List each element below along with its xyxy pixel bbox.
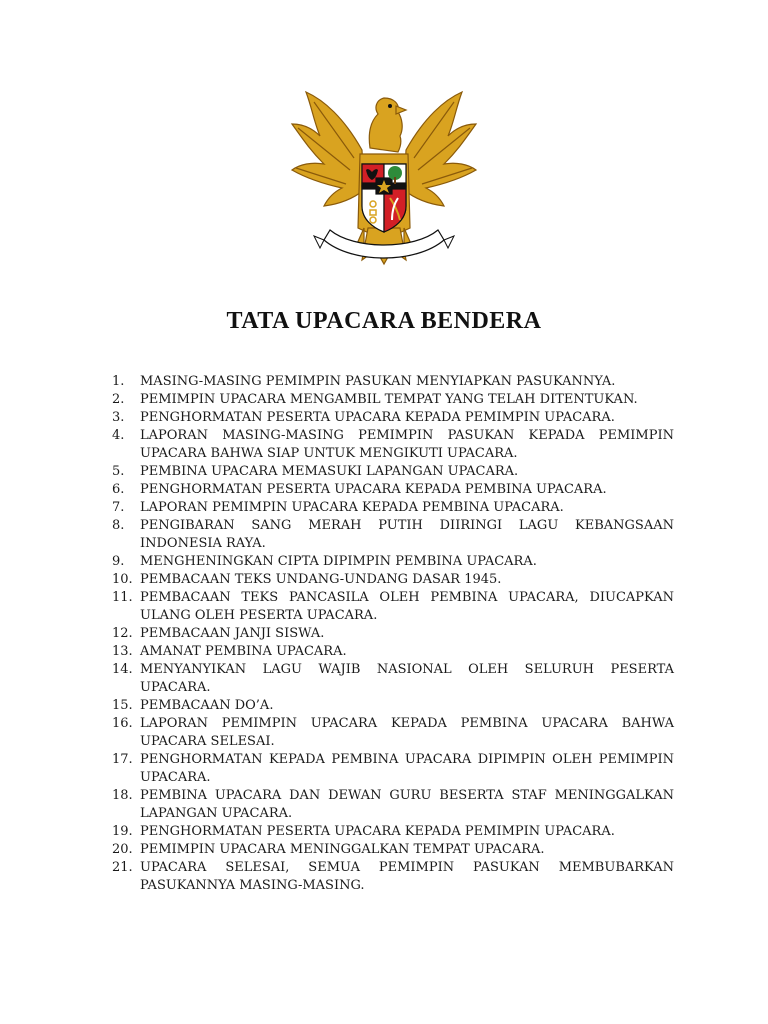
document-title: TATA UPACARA BENDERA xyxy=(226,308,542,334)
list-item xyxy=(112,427,674,463)
list-item xyxy=(112,571,674,589)
item-number: 21. xyxy=(112,860,133,875)
item-text: UPACARA SELESAI, SEMUA PEMIMPIN PASUKAN MEMBUBARKAN PASUKANNYA MASING-MASING. xyxy=(140,860,674,893)
item-number: 10. xyxy=(112,572,133,587)
item-text: PENGIBARAN SANG MERAH PUTIH DIIRINGI LAGU KEBANGSAAN INDONESIA RAYA. xyxy=(140,518,674,551)
item-text: LAPORAN PEMIMPIN UPACARA KEPADA PEMBINA UPACARA. xyxy=(140,500,564,515)
item-number: 18. xyxy=(112,788,133,803)
item-number: 16. xyxy=(112,716,133,731)
item-number: 14. xyxy=(112,662,133,677)
item-number: 4. xyxy=(112,428,125,443)
list-item xyxy=(112,697,674,715)
list-item xyxy=(112,517,674,553)
item-number: 1. xyxy=(112,374,125,389)
list-item xyxy=(112,823,674,841)
list-item xyxy=(112,463,674,481)
item-text: PEMBINA UPACARA MEMASUKI LAPANGAN UPACARA. xyxy=(140,464,519,479)
item-number: 3. xyxy=(112,410,125,425)
item-text: PEMBACAAN DO’A. xyxy=(140,698,274,713)
item-text: LAPORAN MASING-MASING PEMIMPIN PASUKAN KEPADA PEMIMPIN UPACARA BAHWA SIAP UNTUK MENGIKUTI UPACARA. xyxy=(140,428,674,461)
item-text: MENGHENINGKAN CIPTA DIPIMPIN PEMBINA UPACARA. xyxy=(140,554,537,569)
item-text: PEMIMPIN UPACARA MENINGGALKAN TEMPAT UPACARA. xyxy=(140,842,545,857)
item-number: 9. xyxy=(112,554,125,569)
item-text: PEMBACAAN TEKS PANCASILA OLEH PEMBINA UPACARA, DIUCAPKAN ULANG OLEH PESERTA UPACARA. xyxy=(140,590,674,623)
item-text: MENYANYIKAN LAGU WAJIB NASIONAL OLEH SELURUH PESERTA UPACARA. xyxy=(140,662,674,695)
item-text: PENGHORMATAN PESERTA UPACARA KEPADA PEMIMPIN UPACARA. xyxy=(140,824,615,839)
item-text: PEMBACAAN TEKS UNDANG-UNDANG DASAR 1945. xyxy=(140,572,502,587)
list-item xyxy=(112,553,674,571)
item-number: 5. xyxy=(112,464,125,479)
list-item xyxy=(112,715,674,751)
item-number: 12. xyxy=(112,626,133,641)
item-text: PENGHORMATAN PESERTA UPACARA KEPADA PEMIMPIN UPACARA. xyxy=(140,410,615,425)
list-item xyxy=(112,841,674,859)
list-item xyxy=(112,409,674,427)
item-number: 20. xyxy=(112,842,133,857)
item-number: 2. xyxy=(112,392,125,407)
list-item xyxy=(112,481,674,499)
item-number: 8. xyxy=(112,518,125,533)
item-number: 19. xyxy=(112,824,133,839)
garuda-pancasila-emblem-icon xyxy=(284,78,484,274)
item-number: 6. xyxy=(112,482,125,497)
item-number: 13. xyxy=(112,644,133,659)
item-text: PEMBACAAN JANJI SISWA. xyxy=(140,626,325,641)
item-number: 7. xyxy=(112,500,125,515)
list-item xyxy=(112,643,674,661)
list-item xyxy=(112,751,674,787)
procedure-list xyxy=(112,373,674,895)
item-text: AMANAT PEMBINA UPACARA. xyxy=(140,644,347,659)
item-text: LAPORAN PEMIMPIN UPACARA KEPADA PEMBINA UPACARA BAHWA UPACARA SELESAI. xyxy=(140,716,674,749)
item-text: MASING-MASING PEMIMPIN PASUKAN MENYIAPKAN PASUKANNYA. xyxy=(140,374,616,389)
list-item xyxy=(112,661,674,697)
item-number: 11. xyxy=(112,590,133,605)
item-number: 15. xyxy=(112,698,133,713)
list-item xyxy=(112,625,674,643)
item-text: PENGHORMATAN PESERTA UPACARA KEPADA PEMBINA UPACARA. xyxy=(140,482,607,497)
item-number: 17. xyxy=(112,752,133,767)
item-text: PEMIMPIN UPACARA MENGAMBIL TEMPAT YANG TELAH DITENTUKAN. xyxy=(140,392,638,407)
list-item xyxy=(112,589,674,625)
list-item xyxy=(112,859,674,895)
list-item xyxy=(112,391,674,409)
item-text: PENGHORMATAN KEPADA PEMBINA UPACARA DIPIMPIN OLEH PEMIMPIN UPACARA. xyxy=(140,752,674,785)
list-item xyxy=(112,373,674,391)
list-item xyxy=(112,499,674,517)
item-text: PEMBINA UPACARA DAN DEWAN GURU BESERTA STAF MENINGGALKAN LAPANGAN UPACARA. xyxy=(140,788,674,821)
list-item xyxy=(112,787,674,823)
